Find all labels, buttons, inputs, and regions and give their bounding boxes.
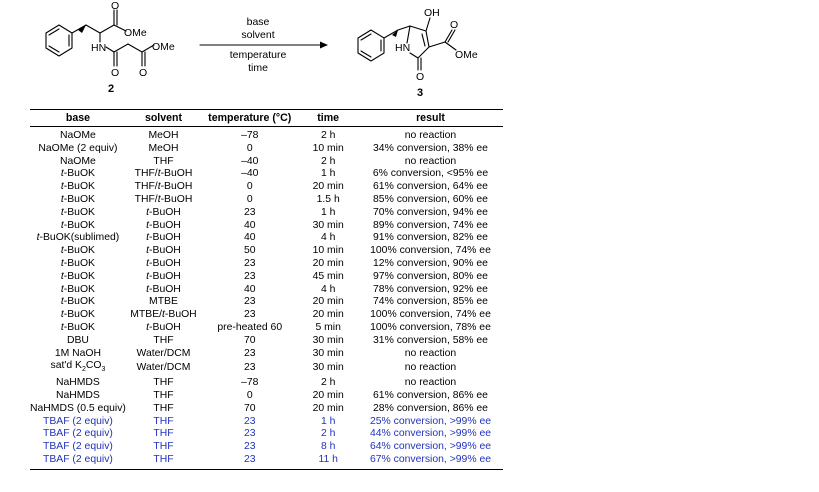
table-row (30, 271, 503, 284)
cell-time: 1 h (320, 206, 336, 218)
svg-text:O: O (139, 67, 148, 79)
cell-result: 91% conversion, 82% ee (373, 232, 488, 244)
cell-time: 20 min (312, 390, 344, 402)
cell-temperature: 23 (243, 257, 256, 269)
cell-base: NaOMe (2 equiv) (38, 142, 118, 154)
svg-text:O: O (450, 19, 459, 31)
cell-temperature: 0 (246, 181, 253, 193)
reactant-amide-nh: HN (91, 42, 107, 54)
product-ome: OMe (455, 49, 478, 61)
cell-time: 30 min (312, 347, 344, 359)
header-result: result (358, 110, 503, 127)
cell-result: 97% conversion, 80% ee (373, 270, 488, 282)
cell-result: 78% conversion, 92% ee (373, 283, 488, 295)
reactant-benzene-ring (46, 25, 72, 56)
table-row (30, 143, 503, 156)
svg-text:O: O (111, 0, 120, 12)
cell-solvent: t-BuOH (146, 321, 181, 333)
cell-solvent: MTBE (149, 296, 178, 308)
cell-temperature: 0 (246, 390, 253, 402)
header-temperature: temperature (°C) (201, 110, 298, 127)
cell-time: 30 min (312, 334, 344, 346)
cell-base: DBU (66, 334, 89, 346)
cell-temperature: 40 (243, 219, 256, 231)
cell-result: no reaction (404, 362, 457, 374)
cell-time: 20 min (312, 181, 344, 193)
table-row (30, 258, 503, 271)
table-row (30, 232, 503, 245)
cell-time: 45 min (312, 270, 344, 282)
svg-text:O: O (416, 71, 425, 83)
cell-solvent: t-BuOH (146, 245, 181, 257)
table-row (30, 454, 503, 469)
cell-solvent: t-BuOH (146, 270, 181, 282)
cell-temperature: pre-heated 60 (217, 321, 283, 333)
cell-temperature: 23 (243, 206, 256, 218)
table-row (30, 428, 503, 441)
cell-time: 2 h (320, 155, 336, 167)
table-row (30, 181, 503, 194)
cell-result: no reaction (404, 130, 457, 141)
reactant-compound-number: 2 (108, 83, 115, 95)
table-row (30, 377, 503, 390)
cell-base: TBAF (2 equiv) (30, 454, 126, 469)
cell-base: TBAF (2 equiv) (42, 415, 113, 427)
cell-temperature: –40 (241, 168, 259, 180)
cell-time: 1 h (320, 168, 336, 180)
cell-temperature: –40 (241, 155, 259, 167)
cell-solvent: t-BuOH (146, 257, 181, 269)
cell-solvent: THF/t-BuOH (134, 193, 193, 205)
cell-base: t-BuOK (60, 270, 95, 282)
cell-solvent: t-BuOH (146, 283, 181, 295)
table-row (30, 441, 503, 454)
table-row (30, 360, 503, 377)
cell-solvent: THF (153, 390, 174, 402)
cell-solvent: THF (153, 402, 174, 414)
cell-solvent: THF (153, 441, 174, 453)
cell-solvent: THF (153, 155, 174, 167)
table-row (30, 207, 503, 220)
cell-solvent: THF/t-BuOH (134, 168, 193, 180)
cell-result: 61% conversion, 86% ee (373, 390, 488, 402)
cell-base: t-BuOK (60, 245, 95, 257)
reactant-ome-side: OMe (152, 41, 175, 53)
table-header-row (30, 110, 503, 127)
table-row (30, 403, 503, 416)
cell-result: 25% conversion, >99% ee (369, 415, 491, 427)
cell-base: NaHMDS (55, 377, 100, 389)
cell-base: t-BuOK (60, 257, 95, 269)
cell-base: NaOMe (60, 130, 96, 141)
table-row (30, 168, 503, 181)
cell-time: 20 min (312, 257, 344, 269)
cell-time: 20 min (312, 296, 344, 308)
cell-base: TBAF (2 equiv) (42, 441, 113, 453)
cell-time: 10 min (312, 142, 344, 154)
cell-time: 20 min (312, 402, 344, 414)
table-row (30, 194, 503, 207)
cell-temperature: 23 (243, 347, 256, 359)
cell-time: 1.5 h (316, 193, 340, 205)
table-row (30, 335, 503, 348)
cell-result: 31% conversion, 58% ee (373, 334, 488, 346)
table-row (30, 245, 503, 258)
reaction-scheme (0, 0, 819, 110)
table-row (30, 220, 503, 233)
cell-base: t-BuOK (60, 168, 95, 180)
table-body (30, 127, 503, 470)
table-row (30, 322, 503, 335)
cell-result: 12% conversion, 90% ee (373, 257, 488, 269)
cell-result: 70% conversion, 94% ee (373, 206, 488, 218)
cell-temperature: –78 (241, 130, 259, 141)
header-time: time (298, 110, 358, 127)
cell-solvent: Water/DCM (136, 362, 191, 374)
cell-result: 100% conversion, 74% ee (370, 245, 491, 257)
cell-solvent: THF (153, 334, 174, 346)
cell-base: TBAF (2 equiv) (42, 428, 113, 440)
cell-result: 100% conversion, 74% ee (370, 309, 491, 321)
cell-temperature: 23 (243, 296, 256, 308)
cell-temperature: 40 (243, 283, 256, 295)
cell-base: t-BuOK (60, 219, 95, 231)
svg-text:O: O (111, 67, 120, 79)
cell-solvent: t-BuOH (146, 232, 181, 244)
cell-result: 85% conversion, 60% ee (373, 193, 488, 205)
cell-temperature: 23 (243, 441, 256, 453)
cell-time: 11 h (298, 454, 358, 469)
cell-time: 30 min (312, 219, 344, 231)
cell-base: t-BuOK (60, 296, 95, 308)
cell-solvent: THF (126, 454, 201, 469)
cell-result: 100% conversion, 78% ee (370, 321, 491, 333)
table-row (30, 127, 503, 143)
table-row (30, 296, 503, 309)
cell-base: t-BuOK (60, 181, 95, 193)
cell-solvent: t-BuOH (146, 206, 181, 218)
condition-time: time (248, 62, 268, 74)
table-row (30, 390, 503, 403)
cell-solvent: MeOH (148, 142, 179, 154)
cell-time: 4 h (320, 232, 336, 244)
cell-base: NaHMDS (0.5 equiv) (30, 402, 126, 414)
cell-base: t-BuOK (60, 206, 95, 218)
condition-temperature: temperature (229, 49, 287, 61)
cell-result: 67% conversion, >99% ee (358, 454, 503, 469)
cell-base: NaHMDS (55, 390, 100, 402)
cell-time: 20 min (312, 309, 344, 321)
cell-time: 10 min (312, 245, 344, 257)
cell-result: 74% conversion, 85% ee (373, 296, 488, 308)
cell-result: 34% conversion, 38% ee (373, 142, 488, 154)
product-compound-number: 3 (417, 87, 424, 99)
cell-result: 44% conversion, >99% ee (369, 428, 491, 440)
cell-time: 8 h (320, 441, 336, 453)
table-row (30, 348, 503, 361)
cell-solvent: THF/t-BuOH (134, 181, 193, 193)
cell-temperature: –78 (241, 377, 259, 389)
cell-result: no reaction (404, 347, 457, 359)
cell-base: NaOMe (60, 155, 96, 167)
cell-temperature: 0 (246, 193, 253, 205)
cell-base: t-BuOK (60, 193, 95, 205)
cell-result: 6% conversion, <95% ee (372, 168, 489, 180)
cell-time: 2 h (320, 428, 336, 440)
table-row (30, 416, 503, 429)
product-hydroxyl: OH (424, 7, 440, 19)
cell-temperature: 40 (243, 232, 256, 244)
cell-solvent: Water/DCM (136, 347, 191, 359)
cell-solvent: THF (153, 415, 174, 427)
table-row (30, 284, 503, 297)
cell-solvent: MeOH (148, 130, 179, 141)
header-base: base (30, 110, 126, 127)
cell-solvent: MTBE/t-BuOH (130, 309, 197, 321)
cell-temperature: 23 (243, 428, 256, 440)
cell-result: 89% conversion, 74% ee (373, 219, 488, 231)
cell-solvent: THF (153, 428, 174, 440)
cell-time: 4 h (320, 283, 336, 295)
header-solvent: solvent (126, 110, 201, 127)
cell-result: 28% conversion, 86% ee (373, 402, 488, 414)
cell-temperature: 23 (243, 415, 256, 427)
cell-temperature: 23 (201, 454, 298, 469)
product-benzene-ring (358, 30, 384, 61)
cell-time: 2 h (320, 130, 336, 141)
cell-time: 2 h (320, 377, 336, 389)
cell-temperature: 23 (243, 362, 256, 374)
cell-time: 30 min (312, 362, 344, 374)
cell-solvent: t-BuOH (146, 219, 181, 231)
cell-result: no reaction (404, 377, 457, 389)
cell-base: sat'd $K_2CO_3$ (50, 360, 106, 374)
cell-result: no reaction (404, 155, 457, 167)
cell-result: 64% conversion, >99% ee (369, 441, 491, 453)
cell-time: 1 h (320, 415, 336, 427)
cell-base: t-BuOK (60, 283, 95, 295)
product-amide-nh: HN (395, 42, 411, 54)
table-row (30, 156, 503, 169)
cell-temperature: 23 (243, 270, 256, 282)
cell-base: t-BuOK (60, 321, 95, 333)
reactant-ome-top: OMe (124, 27, 147, 39)
cell-temperature: 50 (243, 245, 256, 257)
cell-base: 1M NaOH (54, 347, 102, 359)
condition-solvent: solvent (241, 29, 275, 41)
conditions-table (30, 109, 503, 470)
cell-temperature: 0 (246, 142, 253, 154)
condition-base: base (246, 16, 270, 28)
cell-base: t-BuOK(sublimed) (36, 232, 120, 244)
cell-time: 5 min (315, 321, 341, 333)
cell-result: 61% conversion, 64% ee (373, 181, 488, 193)
cell-temperature: 70 (243, 334, 256, 346)
cell-temperature: 23 (243, 309, 256, 321)
cell-temperature: 70 (243, 402, 256, 414)
cell-solvent: THF (153, 377, 174, 389)
table-row (30, 309, 503, 322)
cell-base: t-BuOK (60, 309, 95, 321)
